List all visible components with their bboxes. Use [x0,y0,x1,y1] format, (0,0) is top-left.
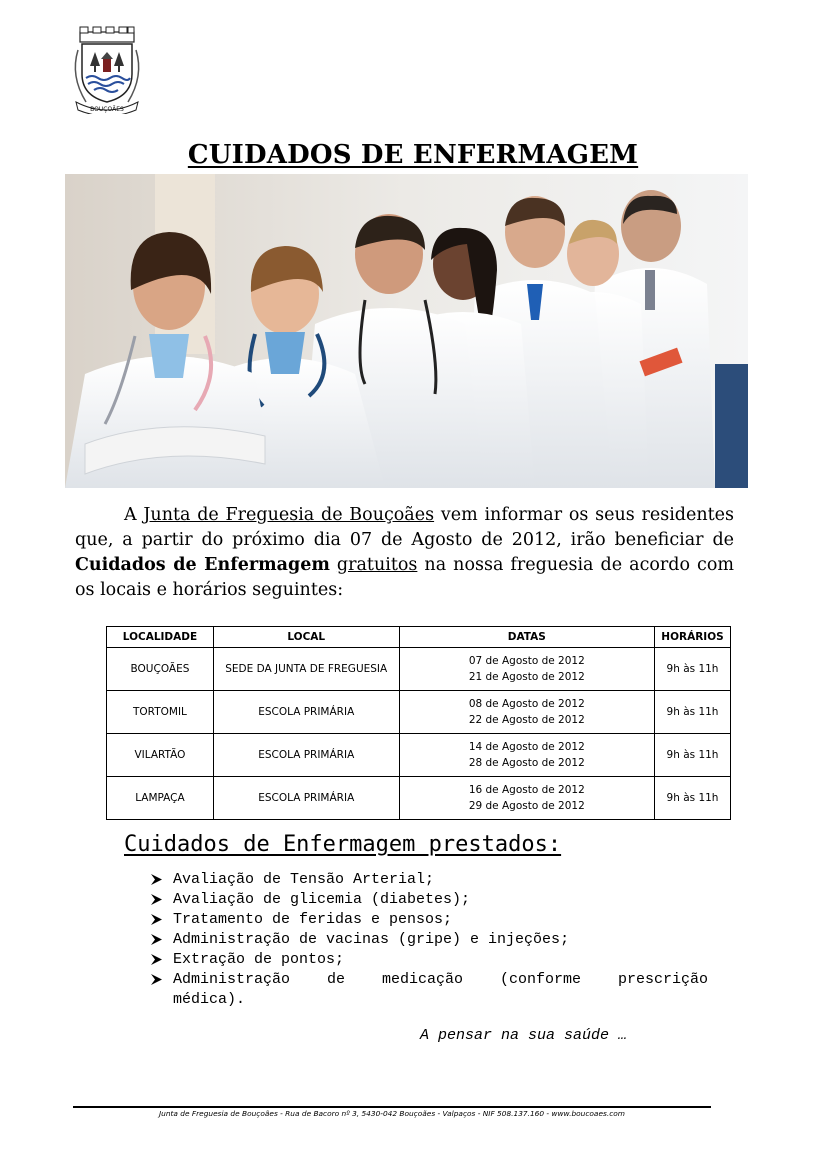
service-item-text: Extração de pontos; [173,951,345,968]
service-item-text: Administração de medicação (conforme prescrição [173,971,708,988]
date-line: 21 de Agosto de 2012 [468,671,585,683]
intro-paragraph [75,503,734,603]
arrow-bullet-icon [150,913,163,926]
schedule-table [106,626,731,820]
service-item-text: Administração de vacinas (gripe) e injeções; [173,931,570,948]
coat-of-arms-logo [68,26,146,114]
date-line: 08 de Agosto de 2012 [468,698,585,710]
arrow-bullet-icon [150,953,163,966]
arrow-bullet-icon [150,933,163,946]
cell-horario: 9h às 11h [655,777,731,820]
table-row [107,648,731,691]
service-item-text: Tratamento de feridas e pensos; [173,911,453,928]
list-item [150,870,708,890]
column-header-datas: DATAS [399,627,654,648]
cell-localidade: TORTOMIL [107,691,214,734]
cell-local: ESCOLA PRIMÁRIA [213,691,399,734]
date-line: 14 de Agosto de 2012 [468,741,585,753]
date-line: 22 de Agosto de 2012 [468,714,585,726]
svg-text:BOUÇOÃES: BOUÇOÃES [90,106,124,113]
list-item [150,910,708,930]
cell-local: SEDE DA JUNTA DE FREGUESIA [213,648,399,691]
service-item-text-continued: médica). [173,991,246,1008]
table-header-row [107,627,731,648]
footer-divider [73,1106,711,1108]
medical-team-photo [65,174,748,488]
date-line: 07 de Agosto de 2012 [468,655,585,667]
intro-text-3 [330,555,337,575]
list-item [150,930,708,950]
footer-contact: Junta de Freguesia de Bouçoães - Rua de Bacoro nº 3, 5430-042 Bouçoães - Valpaços - NIF 508.137.160 - www.boucoaes.com [158,1109,625,1118]
table-row [107,777,731,820]
cell-datas [399,777,654,820]
cell-horario: 9h às 11h [655,734,731,777]
services-heading: Cuidados de Enfermagem prestados: [124,832,562,857]
date-line: 28 de Agosto de 2012 [468,757,585,769]
service-item-text: Avaliação de Tensão Arterial; [173,871,435,888]
page-title: CUIDADOS DE ENFERMAGEM [187,140,639,170]
cell-datas [399,648,654,691]
arrow-bullet-icon [150,873,163,886]
intro-text-4: na nossa freguesia de acordo com os locais e horários seguintes: [75,555,734,600]
date-line: 16 de Agosto de 2012 [468,784,585,796]
cell-localidade: LAMPAÇA [107,777,214,820]
cell-local: ESCOLA PRIMÁRIA [213,734,399,777]
column-header-horarios: HORÁRIOS [655,627,731,648]
intro-text-1: A [124,505,144,525]
cell-datas [399,734,654,777]
arrow-bullet-icon [150,893,163,906]
service-item-text: Avaliação de glicemia (diabetes); [173,891,471,908]
arrow-bullet-icon [150,973,163,986]
column-header-local: LOCAL [213,627,399,648]
cell-local: ESCOLA PRIMÁRIA [213,777,399,820]
table-row [107,691,731,734]
free-label: gratuitos [336,555,418,575]
service-name-bold: Cuidados de Enfermagem [75,555,330,575]
organization-name: Junta de Freguesia de Bouçoães [143,505,435,525]
column-header-localidade: LOCALIDADE [107,627,214,648]
cell-localidade: VILARTÃO [107,734,214,777]
date-line: 29 de Agosto de 2012 [468,800,585,812]
cell-horario: 9h às 11h [655,648,731,691]
cell-horario: 9h às 11h [655,691,731,734]
table-row [107,734,731,777]
list-item [150,890,708,910]
services-list [150,870,708,1010]
list-item [150,970,708,1010]
list-item [150,950,708,970]
closing-tagline: A pensar na sua saúde … [420,1027,628,1044]
cell-datas [399,691,654,734]
intro-text-2: vem informar os seus residentes que, a partir do próximo dia 07 de Agosto de 2012, irão beneficiar de [75,505,734,550]
cell-localidade: BOUÇOÃES [107,648,214,691]
